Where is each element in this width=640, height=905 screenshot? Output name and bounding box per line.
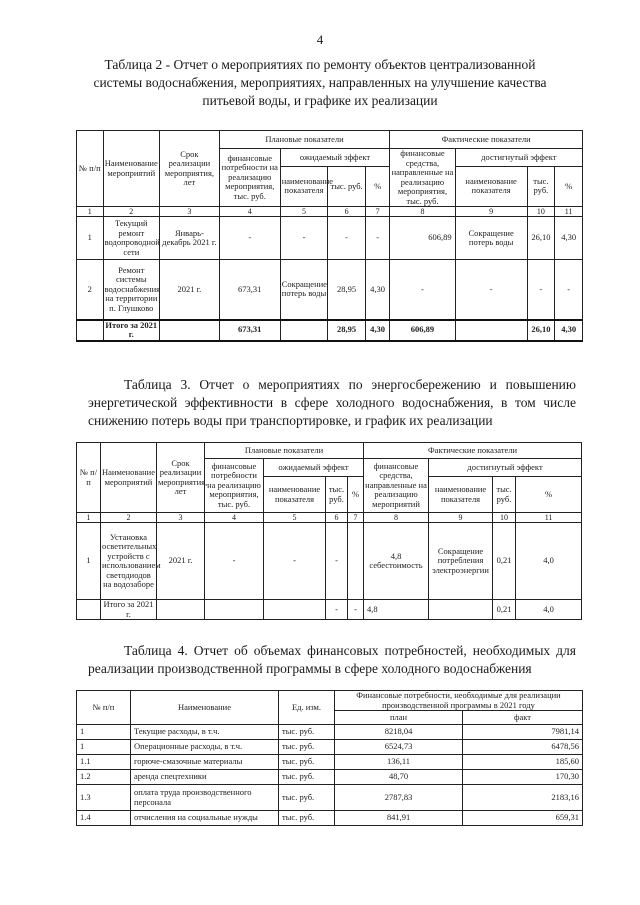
total-ach-tr: 26,10 [527,320,555,341]
cell-name: Текущие расходы, в т.ч. [131,725,279,740]
page-number: 4 [316,32,324,47]
cell-fin-fact: 4,8 себестоимость [364,523,429,600]
total-ach-pct: 4,30 [555,320,583,341]
cell-ach-ind: - [455,260,527,320]
cell-unit: тыс. руб. [279,740,335,755]
cell-plan: 48,70 [335,770,463,785]
t2-h-pct: % [365,166,389,206]
total-tr: 28,95 [328,320,366,341]
t3-h-term: Срок реализации мероприятия, лет [157,443,205,513]
col-num: 2 [101,513,157,523]
table4-caption: Таблица 4. Отчет об объемах финансовых потребностей, необходимых для реализации производственной программы в сфере холодного водоснабжения [88,643,576,676]
table2 [76,130,583,342]
cell-tr: - [326,523,348,600]
total-ach-pct: 4,0 [516,600,582,620]
total-row [77,600,582,620]
cell-unit: тыс. руб. [279,725,335,740]
cell-num: 1.4 [77,811,131,826]
col-num: 11 [555,207,583,217]
total-label: Итого за 2021 г. [101,600,157,620]
t2-number-row [77,207,583,217]
cell-num: 1.1 [77,755,131,770]
cell-name: Ремонт системы водоснабжения на территории п. Глушково [103,260,159,320]
col-num: 4 [205,513,264,523]
cell-term: 2021 г. [157,523,205,600]
cell-name: отчисления на социальные нужды [131,811,279,826]
t4-h-unit: Ед. изм. [279,691,335,725]
cell-num: 1 [77,725,131,740]
t2-h-ach-effect: достигнутый эффект [455,149,582,167]
t2-h-pct2: % [555,166,583,206]
cell-name: Операционные расходы, в т.ч. [131,740,279,755]
t3-h-name: Наименование мероприятий [101,443,157,513]
cell-ach-pct: 4,30 [555,217,583,260]
t2-h-tr2: тыс. руб. [527,166,555,206]
col-num: 7 [348,513,364,523]
t3-h-ind2: наименование показателя [429,477,493,513]
cell-unit: тыс. руб. [279,785,335,811]
cell-num: 1.3 [77,785,131,811]
col-num: 7 [365,207,389,217]
cell-ind: - [264,523,326,600]
cell-ach-ind: Сокращение потерь воды [455,217,527,260]
t3-h-exp-effect: ожидаемый эффект [264,459,364,477]
t2-h-fin-fact: финансовые средства, направленные на реализацию мероприятия, тыс. руб. [391,148,454,206]
t2-h-num: № п/п [77,131,104,207]
table-row [77,725,583,740]
cell-ach-tr: - [527,260,555,320]
col-num: 3 [160,207,220,217]
table-row [77,811,583,826]
table2-caption: Таблица 2 - Отчет о мероприятиях по ремонту объектов централизованной системы водоснабжения, мероприятиях, направленных на улучшение качества питьевой воды, и графике их реализации [93,57,547,108]
table-row [77,770,583,785]
cell-ach-tr: 26,10 [527,217,555,260]
table3-caption: Таблица 3. Отчет о мероприятиях по энергосбережению и повышению энергетической эффективности в сфере холодного водоснабжения, в том числе снижению потерь воды при транспортировке, и график их реализации [88,377,576,428]
cell-name: Установка осветительных устройств с использованием светодиодов на водозаборе [101,523,157,600]
cell-plan: 2787,83 [335,785,463,811]
t2-h-term: Срок реализации мероприятия, лет [160,131,220,207]
col-num: 5 [280,207,328,217]
cell-name: оплата труда производственного персонала [131,785,279,811]
col-num: 9 [429,513,493,523]
cell-ach-ind: Сокращение потребления электроэнергии [429,523,493,600]
t3-h-tr2: тыс. руб. [493,477,516,513]
t2-h-tr: тыс. руб. [328,166,366,206]
t3-h-tr: тыс. руб. [326,477,348,513]
cell-num: 1 [77,523,101,600]
cell-ach-pct: 4,0 [516,523,582,600]
t3-h-fin-fact: финансовые средства, направленные на реализацию мероприятий [364,459,429,513]
total-row [77,320,583,341]
cell-ind: - [280,217,328,260]
t3-h-ach-effect: достигнутый эффект [429,459,582,477]
t4-h-group: Финансовые потребности, необходимые для реализации производственной программы в 2021 году [335,691,583,711]
t4-h-plan: план [335,711,463,725]
col-num: 10 [527,207,555,217]
cell-fact: 170,30 [463,770,583,785]
cell-tr: - [328,217,366,260]
cell-plan: 6524,73 [335,740,463,755]
cell-fact: 6478,56 [463,740,583,755]
total-pct: 4,30 [365,320,389,341]
cell-term: 2021 г. [160,260,220,320]
t3-number-row [77,513,582,523]
table3 [76,442,582,620]
cell-pct: 4,30 [365,260,389,320]
cell-plan: 136,11 [335,755,463,770]
cell-ach-pct: - [555,260,583,320]
total-tr: - [326,600,348,620]
total-fin: 673,31 [219,320,280,341]
t2-h-plan: Плановые показатели [219,131,390,149]
cell-term: Январь-декабрь 2021 г. [160,217,220,260]
t2-h-ind2: наименование показателя [455,166,527,206]
t3-h-fin-need: финансовые потребности на реализацию мероприятия, тыс. руб. [205,459,264,513]
cell-num: 2 [77,260,104,320]
col-num: 10 [493,513,516,523]
t4-h-name: Наименование [131,691,279,725]
t2-h-ind: наименование показателя [280,166,328,206]
table4 [76,690,583,826]
cell-unit: тыс. руб. [279,811,335,826]
cell-unit: тыс. руб. [279,755,335,770]
cell-fin: - [219,217,280,260]
t3-h-num: № п/п [77,443,101,513]
cell-plan: 841,91 [335,811,463,826]
total-label: Итого за 2021 г. [103,320,159,341]
col-num: 8 [390,207,455,217]
total-ach-tr: 0,21 [493,600,516,620]
t3-h-plan: Плановые показатели [205,443,364,459]
cell-plan: 8218,04 [335,725,463,740]
cell-num: 1.2 [77,770,131,785]
t2-h-name: Наименование мероприятий [103,131,159,207]
cell-num: 1 [77,740,131,755]
cell-fin-fact: - [390,260,455,320]
col-num: 9 [455,207,527,217]
t3-h-ind: наименование показателя [264,477,326,513]
cell-name: горюче-смазочные материалы [131,755,279,770]
t2-h-fact: Фактические показатели [390,131,583,149]
cell-num: 1 [77,217,104,260]
col-num: 11 [516,513,582,523]
table-row [77,740,583,755]
total-pct: - [348,600,364,620]
total-fin-fact: 606,89 [390,320,455,341]
col-num: 1 [77,207,104,217]
cell-ind: Сокращение потерь воды [280,260,328,320]
t3-h-pct: % [348,477,364,513]
table-row [77,217,583,260]
cell-ach-tr: 0,21 [493,523,516,600]
cell-unit: тыс. руб. [279,770,335,785]
cell-tr: 28,95 [328,260,366,320]
cell-fin: - [205,523,264,600]
cell-name: Текущий ремонт водопроводной сети [103,217,159,260]
col-num: 2 [103,207,159,217]
cell-name: аренда спецтехники [131,770,279,785]
cell-pct: - [365,217,389,260]
t2-h-fin-need: финансовые потребности на реализацию мероприятия, тыс. руб. [219,149,280,207]
col-num: 5 [264,513,326,523]
col-num: 6 [328,207,366,217]
table-row [77,260,583,320]
cell-fact: 659,31 [463,811,583,826]
col-num: 8 [364,513,429,523]
t4-h-num: № п/п [77,691,131,725]
table-row [77,755,583,770]
t4-h-fact: факт [463,711,583,725]
t3-h-fact: Фактические показатели [364,443,582,459]
col-num: 6 [326,513,348,523]
cell-pct [348,523,364,600]
cell-fact: 2183,16 [463,785,583,811]
col-num: 3 [157,513,205,523]
table-row [77,785,583,811]
t2-h-exp-effect: ожидаемый эффект [280,149,390,167]
total-fin-fact: 4,8 [364,600,429,620]
cell-fact: 185,60 [463,755,583,770]
t3-h-pct2: % [516,477,582,513]
cell-fin: 673,31 [219,260,280,320]
col-num: 4 [219,207,280,217]
table-row [77,523,582,600]
cell-fact: 7981,14 [463,725,583,740]
col-num: 1 [77,513,101,523]
cell-fin-fact: 606,89 [390,217,455,260]
